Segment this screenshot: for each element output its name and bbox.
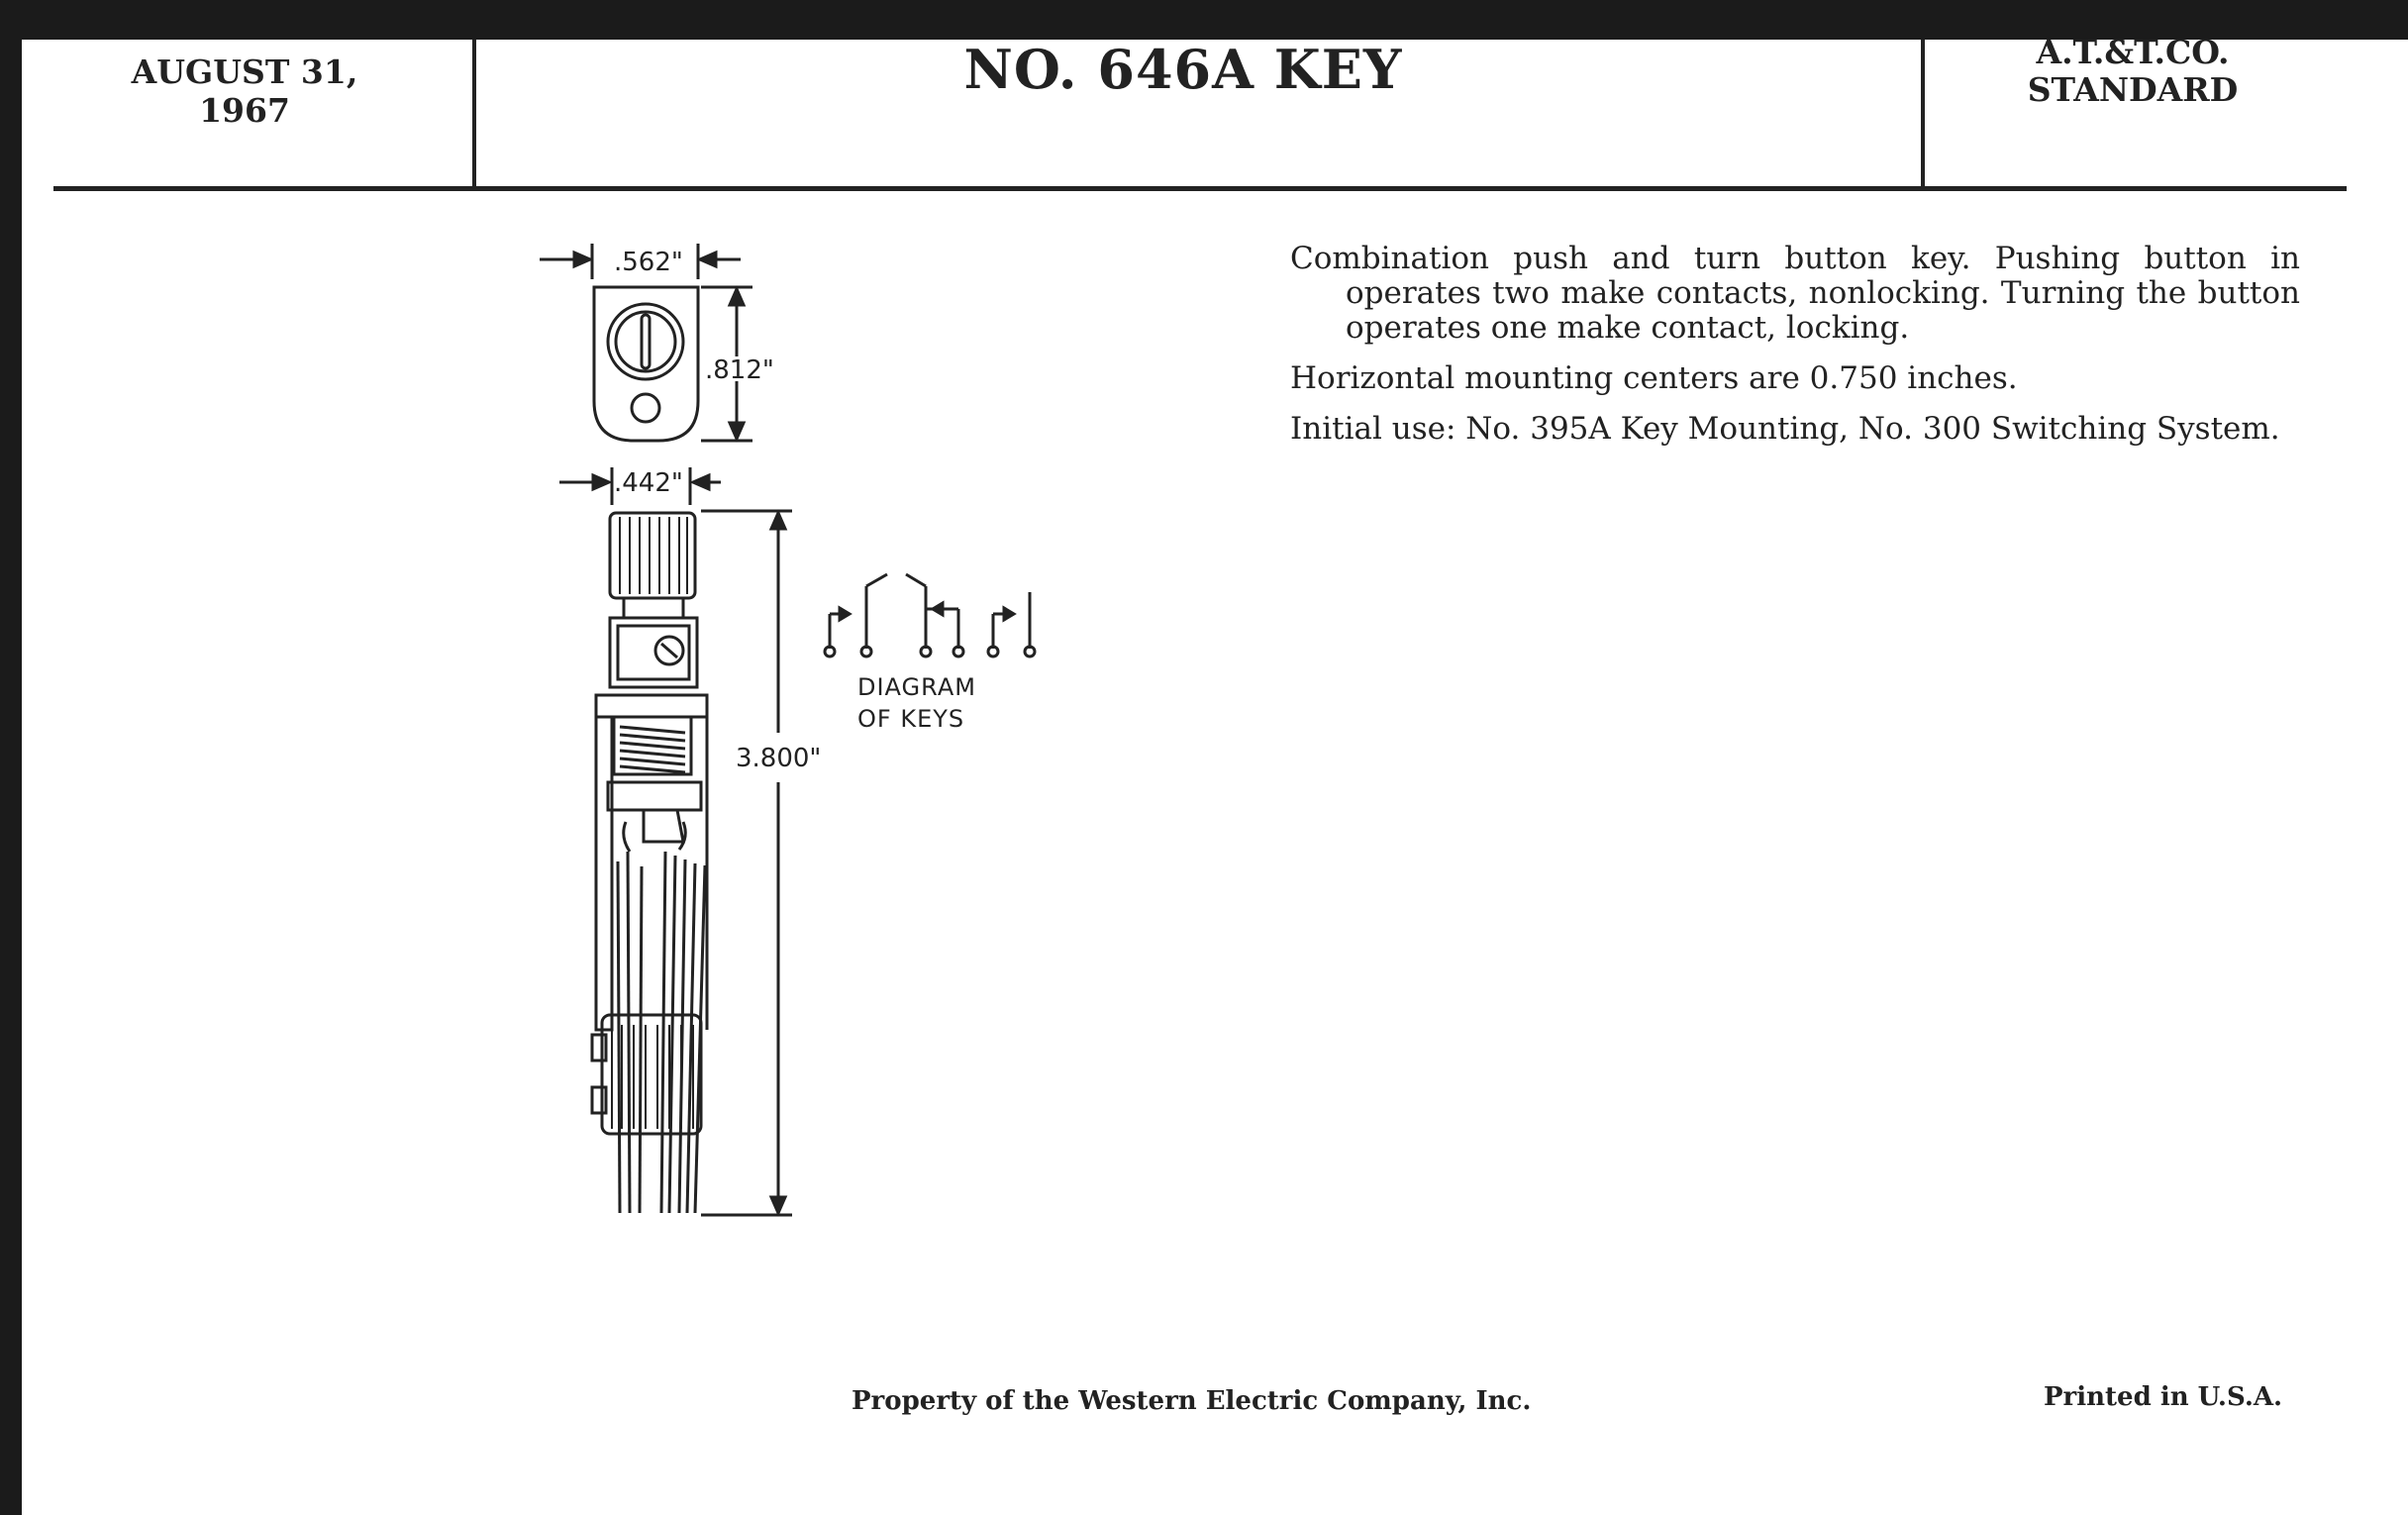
dim-length: 3.800" xyxy=(736,744,822,773)
description-para-2: Horizontal mounting centers are 0.750 inches. xyxy=(1290,360,2018,396)
footer-printed: Printed in U.S.A. xyxy=(2044,1382,2283,1412)
dim-width-side: .442" xyxy=(614,468,683,498)
key-top-view xyxy=(594,287,698,441)
description-para-1: Combination push and turn button key. Pushing button in operates two make contacts, nonlocking. Turning the button operates one make contact, locking. xyxy=(1290,241,2300,346)
header-date: AUGUST 31, 1967 xyxy=(131,52,358,130)
dim-height-top: .812" xyxy=(705,355,774,385)
diagram-label-2: OF KEYS xyxy=(857,705,965,733)
standard-line-2: STANDARD xyxy=(2027,70,2239,109)
standard-line-1: A.T.&T.CO. xyxy=(2036,33,2230,71)
description-para-3: Initial use: No. 395A Key Mounting, No. 300 Switching System. xyxy=(1290,411,2280,447)
footer-property: Property of the Western Electric Company, Inc. xyxy=(852,1386,1532,1416)
diagram-label-1: DIAGRAM xyxy=(857,673,976,701)
spring-pileup-clamp xyxy=(602,1015,701,1134)
dim-width-top: .562" xyxy=(614,248,683,277)
description xyxy=(1290,242,2300,462)
page-title: NO. 646A KEY xyxy=(963,38,1403,101)
knurled-knob xyxy=(610,513,695,598)
contact-diagram xyxy=(825,574,1035,656)
